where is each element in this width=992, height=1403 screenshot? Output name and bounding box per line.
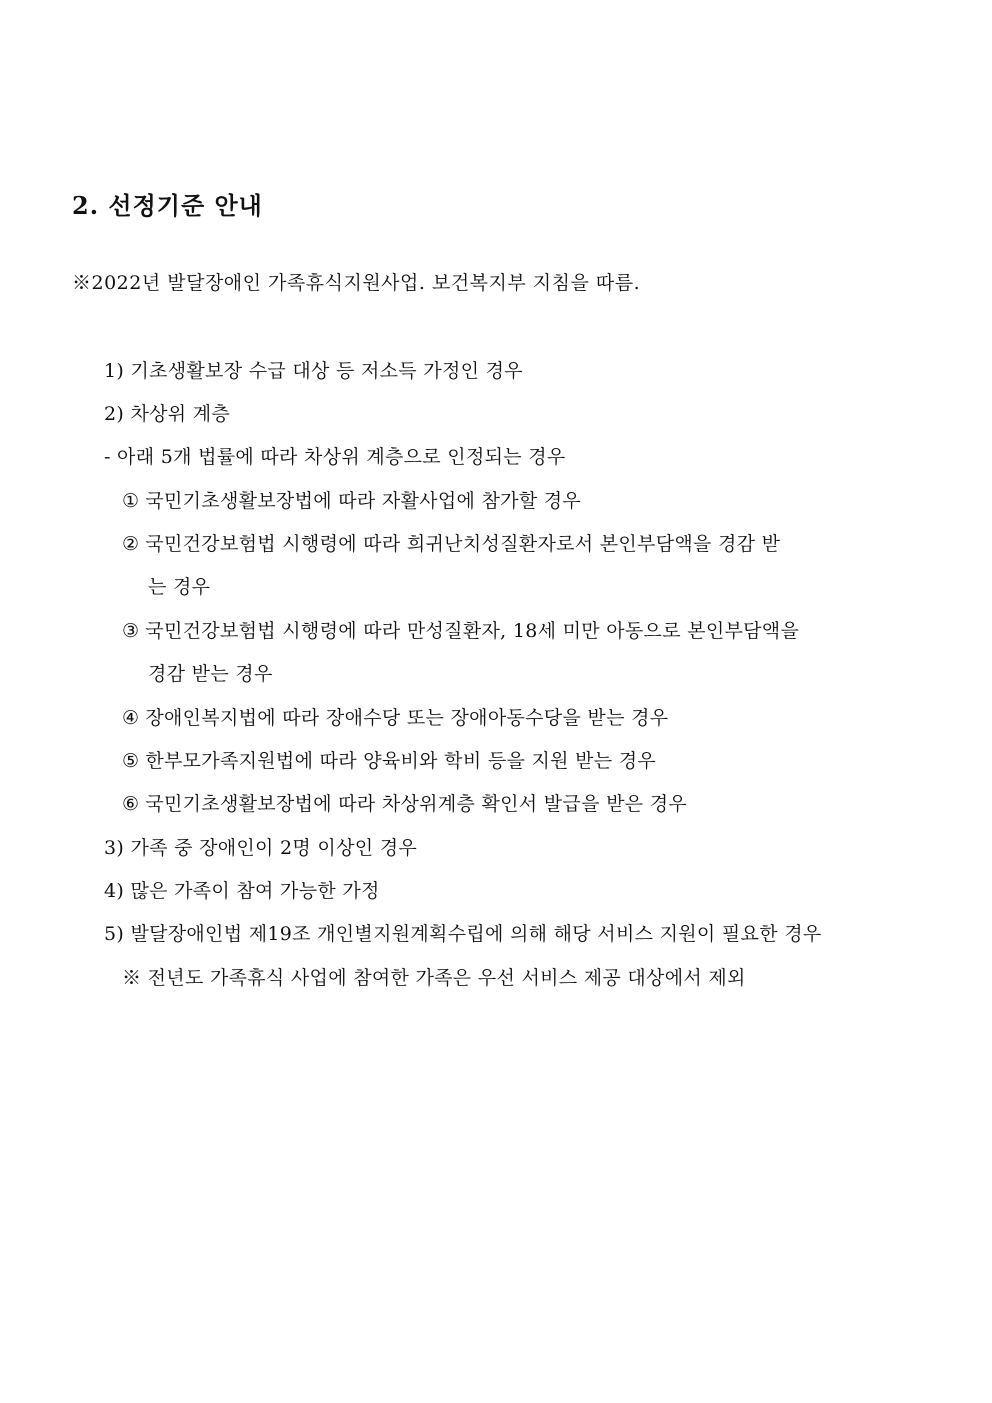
subitem-text: 한부모가족지원법에 따라 양육비와 학비 등을 지원 받는 경우 [145,750,657,772]
subitem-3 [122,616,799,643]
exclusion-note: ※ 전년도 가족휴식 사업에 참여한 가족은 우선 서비스 제공 대상에서 제외 [122,967,746,989]
subitem-number: ③ [122,620,140,642]
subitem-number: ⑤ [122,750,140,772]
subitem-1 [122,486,581,513]
subitem-2 [122,529,780,556]
section-heading: 2. 선정기준 안내 [72,191,263,220]
subitem-5 [122,746,656,773]
subitem-text: 국민기초생활보장법에 따라 자활사업에 참가할 경우 [145,490,582,512]
subitem-6 [122,789,687,816]
subitem-number: ① [122,490,140,512]
criterion-2-desc: - 아래 5개 법률에 따라 차상위 계층으로 인정되는 경우 [104,446,566,468]
subitem-4 [122,703,668,730]
subitem-number: ⑥ [122,793,140,815]
subitem-2-continued: 는 경우 [148,576,211,598]
criterion-5: 5) 발달장애인법 제19조 개인별지원계획수립에 의해 해당 서비스 지원이 필요한 경우 [104,923,822,945]
criterion-1: 1) 기초생활보장 수급 대상 등 저소득 가정인 경우 [104,360,523,382]
subitem-3-continued: 경감 받는 경우 [148,663,273,685]
guideline-note: ※2022년 발달장애인 가족휴식지원사업. 보건복지부 지침을 따름. [72,272,641,294]
subitem-number: ② [122,533,140,555]
subitem-text: 국민건강보험법 시행령에 따라 만성질환자, 18세 미만 아동으로 본인부담액을 [145,620,800,642]
subitem-text: 국민건강보험법 시행령에 따라 희귀난치성질환자로서 본인부담액을 경감 받 [145,533,781,555]
criterion-3: 3) 가족 중 장애인이 2명 이상인 경우 [104,837,418,859]
subitem-text: 장애인복지법에 따라 장애수당 또는 장애아동수당을 받는 경우 [145,707,669,729]
subitem-number: ④ [122,707,140,729]
criterion-4: 4) 많은 가족이 참여 가능한 가정 [104,880,380,902]
criterion-2: 2) 차상위 계층 [104,403,231,425]
subitem-text: 국민기초생활보장법에 따라 차상위계층 확인서 발급을 받은 경우 [145,793,688,815]
